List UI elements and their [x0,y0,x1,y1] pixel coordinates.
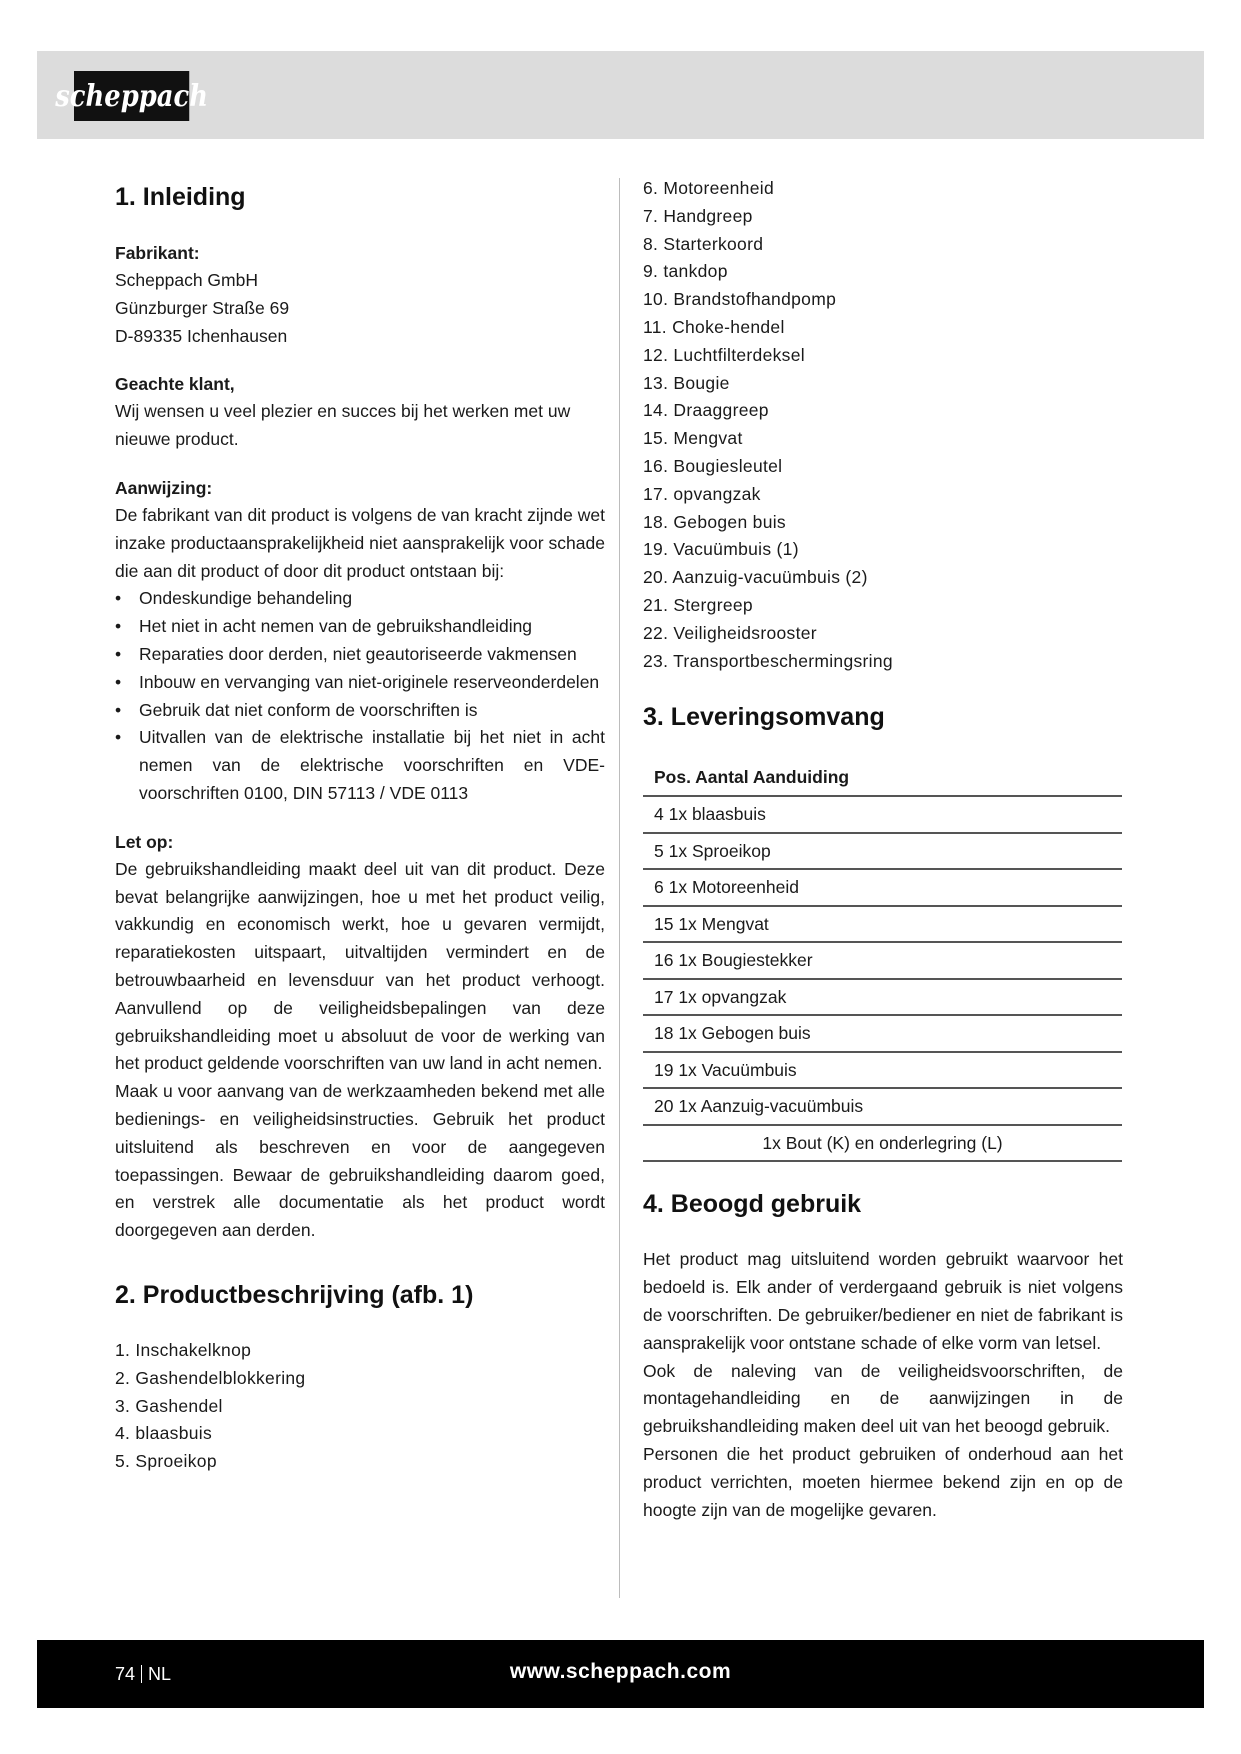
list-item: 10. Brandstofhandpomp [643,289,837,310]
bullet-item: • Inbouw en vervanging van niet-originele reserveonderdelen [115,669,605,697]
table-cell: 19 1x Vacuümbuis [643,1052,1122,1089]
list-item: 1. Inschakelknop [115,1339,252,1360]
list-item: 9. tankdop [643,261,728,282]
table-row [643,1125,1122,1162]
aanwijzing-label: Aanwijzing: [115,477,213,498]
table-cell: 4 1x blaasbuis [643,796,1122,833]
section-1-title: 1. Inleiding [115,183,246,211]
table-row [643,1015,1122,1052]
list-item: 3. Gashendel [115,1395,223,1416]
letop-text: Maak u voor aanvang van de werkzaamheden bekend met alle bedienings- en veiligheidsinstructies. Gebruik het product uitsluitend als beschreven en voor de aangegeven toepassingen. Bewaar de gebruikshandleiding daarom goed, en verstrek alle documentatie als het product wordt doorgegeven aan derden. [115,1081,605,1241]
list-item: 15. Mengvat [643,428,743,449]
website-url: www.scheppach.com [509,1660,732,1683]
table-cell: 17 1x opvangzak [643,979,1122,1016]
column-divider [619,178,620,1598]
list-item: 16. Bougiesleutel [643,455,783,476]
list-item: 12. Luchtfilterdeksel [643,344,805,365]
list-item: 19. Vacuümbuis (1) [643,539,799,560]
section-4-title: 4. Beoogd gebruik [643,1190,862,1219]
list-item: 23. Transportbeschermingsring [643,650,893,671]
bullet-item: • Ondeskundige behandeling [115,585,605,613]
usage-text: Personen die het product gebruiken of onderhoud aan het product verrichten, moeten hiermee bekend zijn en op de hoogte zijn van de mogelijke gevaren. [643,1443,1123,1520]
section-3-title: 3. Leveringsomvang [643,703,885,732]
list-item: 14. Draaggreep [643,400,769,421]
page-number: 74 [115,1664,136,1684]
list-item: 11. Choke-hendel [643,316,785,337]
parts-list-right [643,175,1123,675]
fabrikant-line: Scheppach GmbH [115,270,258,290]
table-cell: 18 1x Gebogen buis [643,1015,1122,1052]
table-cell: 16 1x Bougiestekker [643,942,1122,979]
delivery-scope-table [643,759,1122,1162]
footer-bar [37,1640,1204,1708]
liability-bullet-list [115,585,605,807]
table-row [643,796,1122,833]
list-item: 18. Gebogen buis [643,511,786,532]
usage-text: Het product mag uitsluitend worden gebruikt waarvoor het bedoeld is. Elk ander of verdergaand gebruik is niet volgens de voorschriften. De gebruiker/bediener en niet de fabrikant is aansprakelijk voor ontstane schade of elke vorm van letsel. [643,1249,1123,1353]
table-row [643,906,1122,943]
list-item: 7. Handgreep [643,205,753,226]
table-row [643,869,1122,906]
list-item: 8. Starterkoord [643,233,764,254]
list-item: 2. Gashendelblokkering [115,1367,306,1388]
bullet-item: • Uitvallen van de elektrische installatie bij het niet in acht nemen van de elektrische voorschriften en VDE-voorschriften 0100, DIN 57113 / VDE 0113 [115,724,605,807]
geachte-text: Wij wensen u veel plezier en succes bij het werken met uw nieuwe product. [115,401,571,450]
geachte-label: Geachte klant, [115,374,235,395]
left-column [115,175,605,1476]
fabrikant-label: Fabrikant: [115,243,200,263]
table-cell: 1x Bout (K) en onderlegring (L) [643,1125,1122,1162]
letop-text: De gebruikshandleiding maakt deel uit van dit product. Deze bevat belangrijke aanwijzingen, hoe u met het product veilig, vakkundig en economisch werkt, hoe u gevaren vermijdt, reparatiekosten uitspaart, uitvaltijden vermindert en de betrouwbaarheid en levensduur van het product verhoogt. Aanvullend op de veiligheidsbepalingen van deze gebruikshandleiding moet u absoluut de voor de werking van het product geldende voorschriften van uw land in acht nemen. [115,858,605,1074]
letop-label: Let op: [115,831,174,852]
table-cell: 6 1x Motoreenheid [643,869,1122,906]
table-cell: 15 1x Mengvat [643,906,1122,943]
bullet-item: • Gebruik dat niet conform de voorschriften is [115,697,605,725]
usage-text: Ook de naleving van de veiligheidsvoorschriften, de montagehandleiding en de aanwijzingen in de gebruikshandleiding maken deel uit van het beoogd gebruik. [643,1360,1123,1437]
list-item: 20. Aanzuig-vacuümbuis (2) [643,567,868,588]
table-cell: 5 1x Sproeikop [643,833,1122,870]
list-item: 17. opvangzak [643,483,761,504]
list-item: 6. Motoreenheid [643,178,774,198]
table-cell: 20 1x Aanzuig-vacuümbuis [643,1088,1122,1125]
list-item: 21. Stergreep [643,594,753,615]
language-code: NL [148,1664,172,1684]
table-header: Pos. Aantal Aanduiding [643,759,1122,796]
table-row [643,979,1122,1016]
fabrikant-line: Günzburger Straße 69 [115,297,290,318]
list-item: 22. Veiligheidsrooster [643,622,817,643]
bullet-item: • Reparaties door derden, niet geautoriseerde vakmensen [115,641,605,669]
list-item: 13. Bougie [643,372,730,393]
list-item: 4. blaasbuis [115,1423,212,1444]
aanwijzing-text: De fabrikant van dit product is volgens de van kracht zijnde wet inzake productaansprakelijkheid niet aansprakelijk voor schade die aan dit product of door dit product ontstaan bij: [115,504,605,581]
header-band [37,51,1204,139]
list-item: 5. Sproeikop [115,1451,217,1472]
table-row [643,1052,1122,1089]
right-column [643,175,1123,1524]
table-row [643,942,1122,979]
section-2-title: 2. Productbeschrijving (afb. 1) [115,1280,474,1309]
parts-list-left [115,1337,605,1476]
bullet-item: • Het niet in acht nemen van de gebruikshandleiding [115,613,605,641]
table-row [643,1088,1122,1125]
scheppach-logo: scheppach [74,71,189,121]
table-row [643,833,1122,870]
fabrikant-line: D-89335 Ichenhausen [115,325,288,346]
